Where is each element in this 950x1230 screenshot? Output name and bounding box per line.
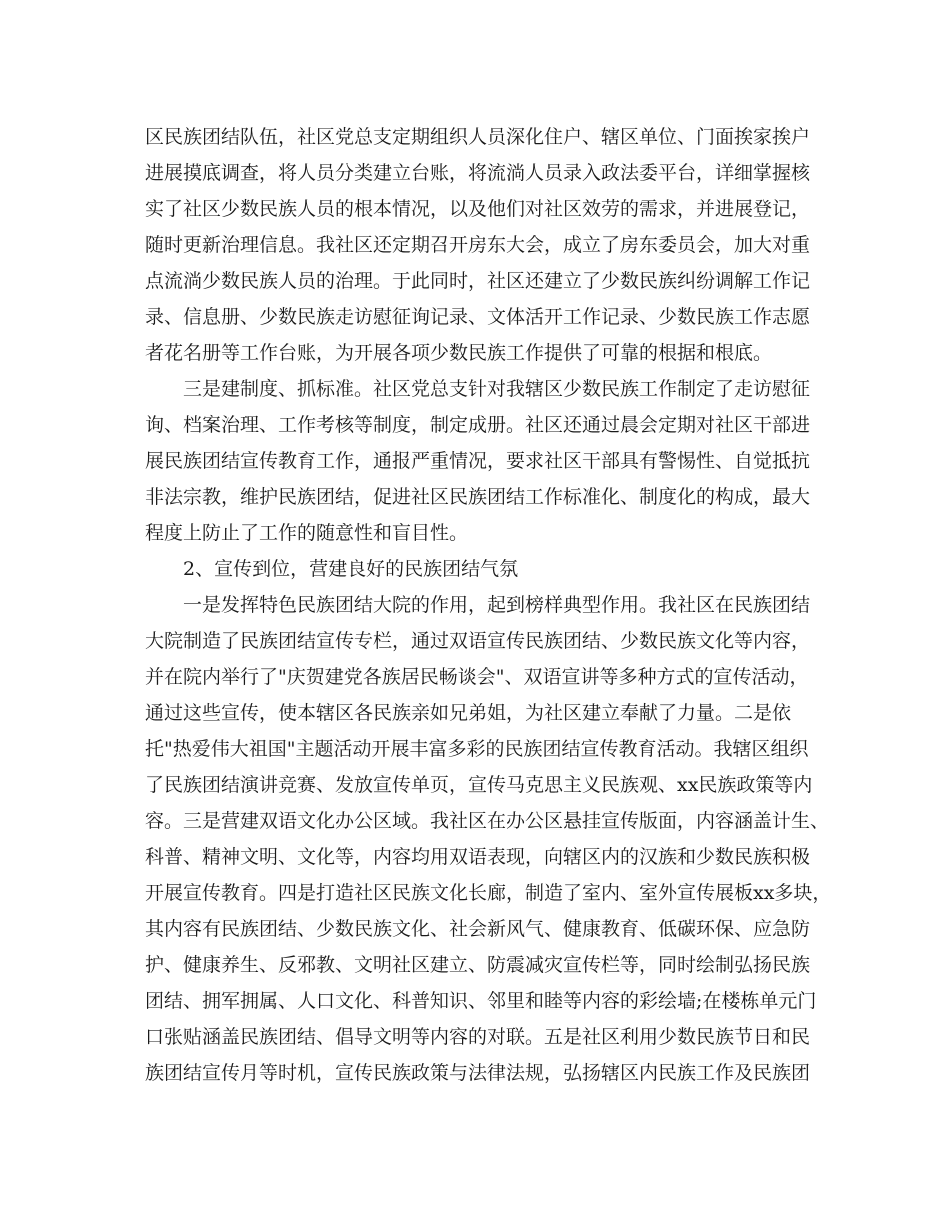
text-line: 询、档案治理、工作考核等制度，制定成册。社区还通过晨会定期对社区干部进 [145, 414, 811, 436]
text-line: 程度上防止了工作的随意性和盲目性。 [145, 522, 469, 544]
text-line: 区民族团结队伍，社区党总支定期组织人员深化住户、辖区单位、门面挨家挨户 [145, 126, 811, 148]
text-line: 点流淌少数民族人员的治理。于此同时，社区还建立了少数民族纠纷调解工作记 [145, 270, 811, 292]
text-line: 族团结宣传月等时机，宣传民族政策与法律法规，弘扬辖区内民族工作及民族团 [145, 1062, 811, 1084]
text-line: 非法宗教，维护民族团结，促进社区民族团结工作标准化、制度化的构成，最大 [145, 486, 811, 508]
text-line: 通过这些宣传，使本辖区各民族亲如兄弟姐，为社区建立奉献了力量。二是依 [145, 702, 792, 724]
text-line: 了民族团结演讲竞赛、发放宣传单页，宣传马克思主义民族观、xx民族政策等内 [145, 774, 813, 796]
text-line: 并在院内举行了"庆贺建党各族居民畅谈会"、双语宣讲等多种方式的宣传活动， [145, 666, 809, 688]
text-line: 护、健康养生、反邪教、文明社区建立、防震减灾宣传栏等，同时绘制弘扬民族 [145, 954, 811, 976]
text-line: 实了社区少数民族人员的根本情况，以及他们对社区效劳的需求，并进展登记， [145, 198, 811, 220]
text-line: 三是建制度、抓标准。社区党总支针对我辖区少数民族工作制定了走访慰征 [183, 378, 811, 400]
text-line: 录、信息册、少数民族走访慰征询记录、文体活开工作记录、少数民族工作志愿 [145, 306, 811, 328]
text-line: 开展宣传教育。四是打造社区民族文化长廊，制造了室内、室外宣传展板xx多块， [145, 882, 832, 904]
text-line: 2、宣传到位，营建良好的民族团结气氛 [183, 558, 519, 580]
text-line: 团结、拥军拥属、人口文化、科普知识、邻里和睦等内容的彩绘墙;在楼栋单元门 [145, 990, 817, 1012]
body-text [145, 119, 832, 1091]
text-line: 口张贴涵盖民族团结、倡导文明等内容的对联。五是社区利用少数民族节日和民 [145, 1026, 811, 1048]
text-line: 一是发挥特色民族团结大院的作用，起到榜样典型作用。我社区在民族团结 [183, 594, 811, 616]
text-line: 科普、精神文明、文化等，内容均用双语表现，向辖区内的汉族和少数民族积极 [145, 846, 811, 868]
text-line: 者花名册等工作台账，为开展各项少数民族工作提供了可靠的根据和根底。 [145, 342, 773, 364]
text-line: 进展摸底调查，将人员分类建立台账，将流淌人员录入政法委平台，详细掌握核 [145, 162, 811, 184]
text-line: 随时更新治理信息。我社区还定期召开房东大会，成立了房东委员会，加大对重 [145, 234, 811, 256]
text-line: 托"热爱伟大祖国"主题活动开展丰富多彩的民族团结宣传教育活动。我辖区组织 [145, 738, 809, 760]
text-line: 其内容有民族团结、少数民族文化、社会新风气、健康教育、低碳环保、应急防 [145, 918, 811, 940]
text-line: 大院制造了民族团结宣传专栏，通过双语宣传民族团结、少数民族文化等内容， [145, 630, 811, 652]
text-line: 容。三是营建双语文化办公区域。我社区在办公区悬挂宣传版面，内容涵盖计生、 [145, 810, 830, 832]
text-line: 展民族团结宣传教育工作，通报严重情况，要求社区干部具有警惕性、自觉抵抗 [145, 450, 811, 472]
